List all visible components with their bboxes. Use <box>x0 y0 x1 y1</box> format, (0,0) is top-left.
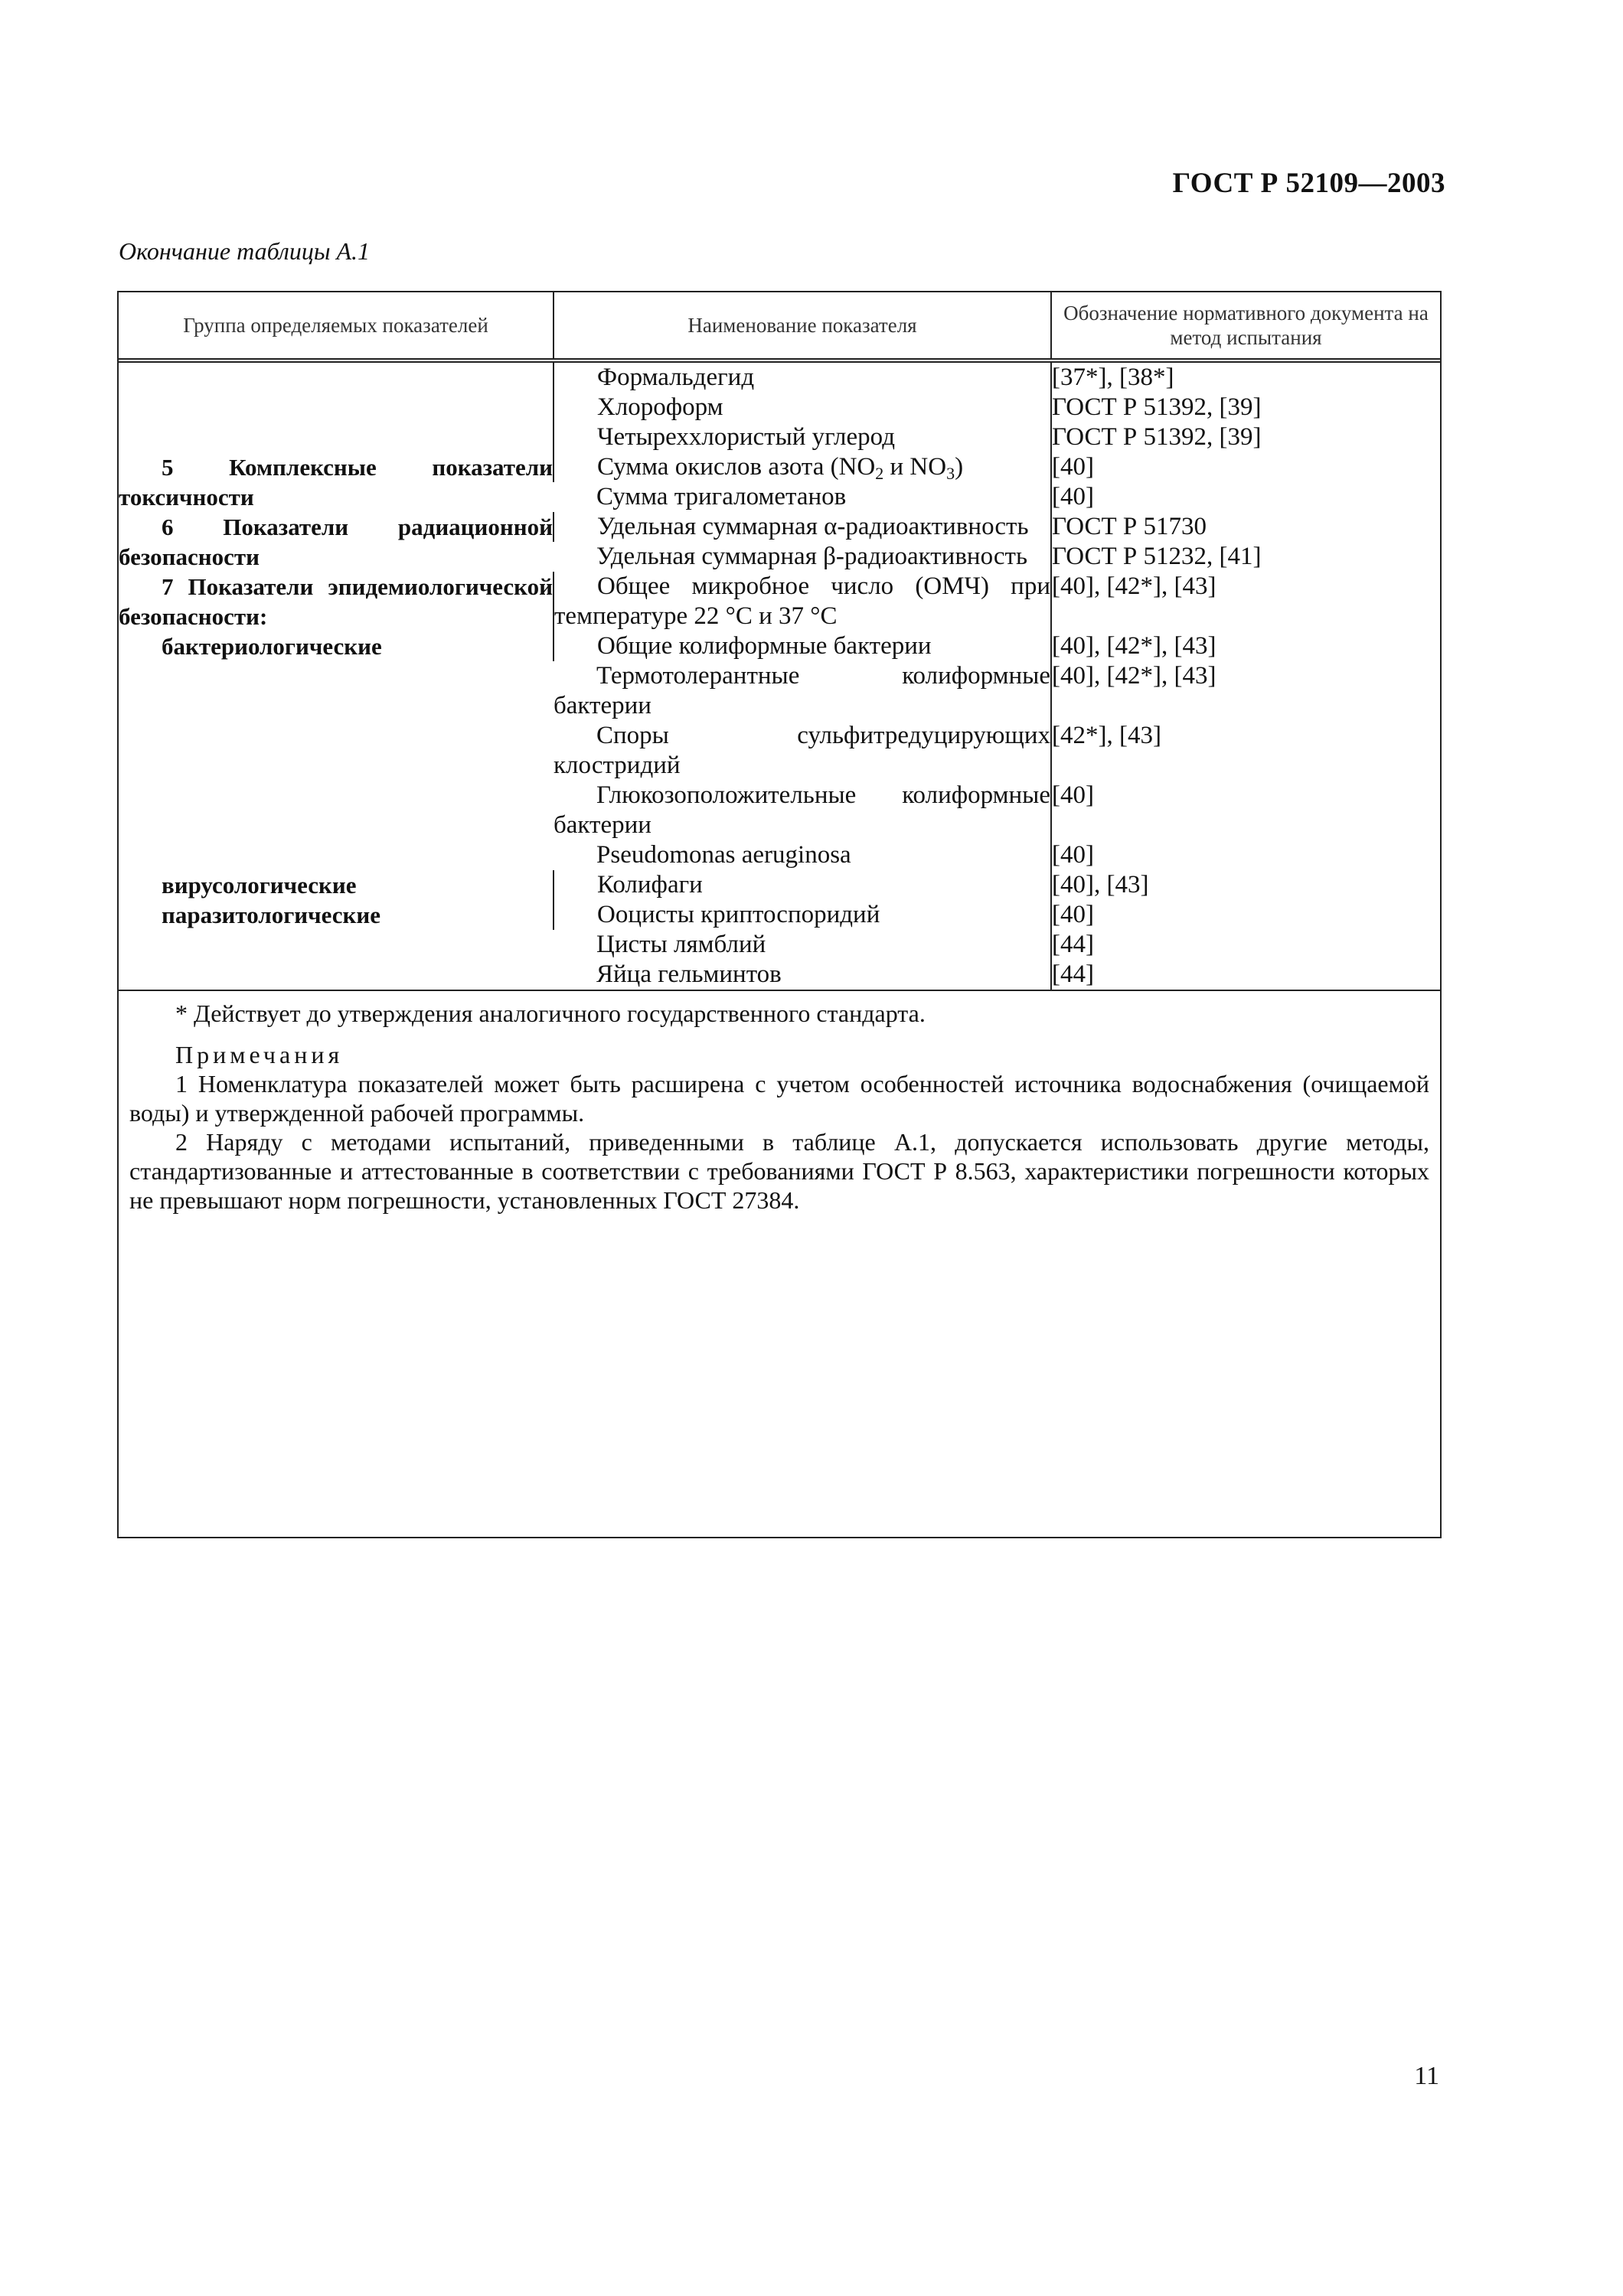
group-cell: 5 Комплексные показатели токсичности <box>119 454 553 510</box>
table-row <box>119 422 1440 452</box>
table-notes <box>119 990 1440 1222</box>
group-cell: бактериологические <box>162 633 382 660</box>
table-row <box>119 631 1440 661</box>
indicator-name-cell: Общее микробное число (ОМЧ) при температуре 22 °С и 37 °С <box>554 572 1050 630</box>
group-cell <box>119 360 554 393</box>
column-header-method: Обозначение нормативного документа на метод испытания <box>1051 292 1440 360</box>
table-row <box>119 870 1440 900</box>
note-item: 2 Наряду с методами испытаний, приведенными в таблице А.1, допускается использовать другие методы, стандартизованные и аттестованные в соответствии с требованиями ГОСТ Р 8.563, характеристики погрешности которых не превышают норм погрешности, установленных ГОСТ 27384. <box>129 1128 1429 1214</box>
method-ref-cell: [42*], [43] <box>1051 721 1440 781</box>
subscript: 3 <box>946 464 955 483</box>
footnote: * Действует до утверждения аналогичного государственного стандарта. <box>175 1000 926 1027</box>
table-row <box>119 900 1440 930</box>
subscript: 2 <box>875 464 884 483</box>
method-ref-cell: [44] <box>1051 960 1440 990</box>
indicator-name-cell: Цисты лямблий <box>596 931 766 958</box>
document-code: ГОСТ Р 52109—2003 <box>1172 168 1445 199</box>
group-cell: вирусологические <box>162 872 357 899</box>
method-ref-cell: ГОСТ Р 51730 <box>1051 512 1440 542</box>
indicator-name-cell: Pseudomonas aeruginosa <box>596 841 851 869</box>
table-row <box>119 452 1440 482</box>
indicator-name-cell: Хлороформ <box>554 393 1051 422</box>
indicator-name-cell: Удельная суммарная β-радиоактивность <box>596 543 1028 570</box>
indicators-table-frame <box>117 291 1442 1538</box>
group-cell: паразитологические <box>162 902 381 928</box>
table-row <box>119 360 1440 393</box>
column-header-group: Группа определяемых показателей <box>119 292 554 360</box>
group-cell <box>119 422 554 452</box>
name-part: и NO <box>883 453 947 481</box>
name-part: Сумма окислов азота (NO <box>597 453 876 481</box>
indicator-name-cell: Сумма тригалометанов <box>596 483 847 510</box>
method-ref-cell: [40], [42*], [43] <box>1051 572 1440 631</box>
group-cell: 6 Показатели радиационной безопасности <box>119 514 553 570</box>
name-part: ) <box>955 453 964 481</box>
method-ref-cell: [40] <box>1051 482 1440 512</box>
table-header-row <box>119 292 1440 360</box>
method-ref-cell: ГОСТ Р 51232, [41] <box>1051 542 1440 572</box>
indicator-name-cell: Четыреххлористый углерод <box>554 422 1051 452</box>
page-number: 11 <box>1414 2062 1439 2090</box>
method-ref-cell: [40] <box>1051 840 1440 870</box>
method-ref-cell: [40] <box>1051 781 1440 840</box>
indicator-name-cell: Ооцисты криптоспоридий <box>554 900 1051 930</box>
table-row <box>119 393 1440 422</box>
group-cell <box>119 393 554 422</box>
note-item: 1 Номенклатура показателей может быть расширена с учетом особенностей источника водоснабжения (очищаемой воды) и утвержденной рабочей программы. <box>129 1070 1429 1127</box>
method-ref-cell: [37*], [38*] <box>1051 360 1440 393</box>
indicator-name-cell: Яйца гельминтов <box>596 960 782 988</box>
indicator-name-cell: Формальдегид <box>554 360 1051 393</box>
method-ref-cell: [40] <box>1051 452 1440 482</box>
indicator-name-cell <box>554 452 1051 482</box>
method-ref-cell: ГОСТ Р 51392, [39] <box>1051 393 1440 422</box>
method-ref-cell: [40], [42*], [43] <box>1051 661 1440 721</box>
method-ref-cell: [40], [42*], [43] <box>1051 631 1440 661</box>
method-ref-cell: [44] <box>1051 930 1440 960</box>
notes-title: Примечания <box>175 1041 344 1068</box>
method-ref-cell: [40], [43] <box>1051 870 1440 900</box>
column-header-name: Наименование показателя <box>554 292 1051 360</box>
indicators-table <box>119 292 1440 990</box>
table-row <box>119 572 1440 631</box>
table-caption: Окончание таблицы А.1 <box>119 237 371 265</box>
indicator-name-cell: Глюкозоположительные колиформные бактерии <box>554 781 1050 839</box>
table-row <box>119 512 1440 542</box>
indicator-name-cell: Термотолерантные колиформные бактерии <box>554 662 1050 719</box>
method-ref-cell: ГОСТ Р 51392, [39] <box>1051 422 1440 452</box>
indicator-name-cell: Удельная суммарная α-радиоактивность <box>554 512 1051 542</box>
indicator-name-cell: Колифаги <box>554 870 1051 900</box>
group-cell: 7 Показатели эпидемиологической безопасности: <box>119 573 553 630</box>
method-ref-cell: [40] <box>1051 900 1440 930</box>
indicator-name-cell: Общие колиформные бактерии <box>554 631 1051 661</box>
indicator-name-cell: Споры сульфитредуцирующих клостридий <box>554 722 1050 779</box>
